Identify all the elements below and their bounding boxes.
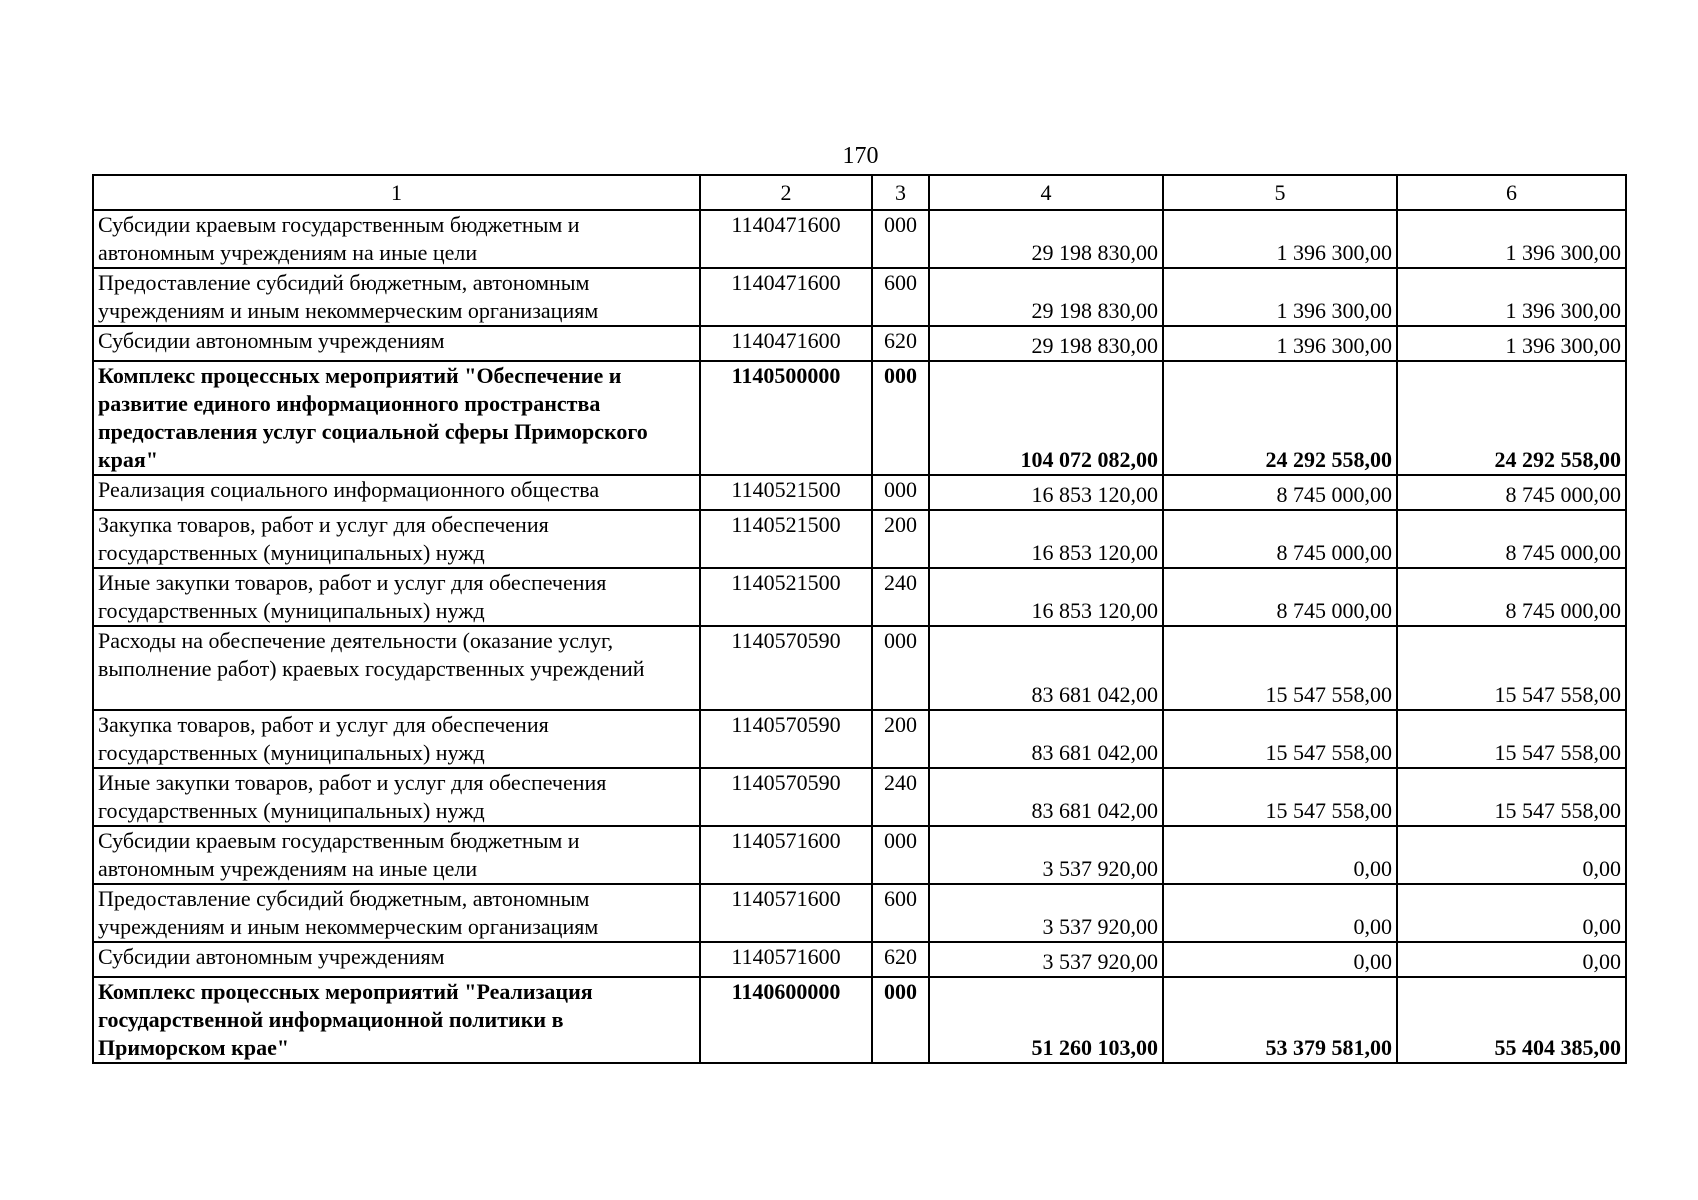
row-amount-col5-cell: 53 379 581,00 [1163,977,1397,1063]
row-code-cell: 1140600000 [700,977,872,1063]
row-expense-type-cell: 600 [872,884,929,942]
row-amount-col4-cell: 16 853 120,00 [929,568,1163,626]
table-row [93,268,1626,326]
table-row [93,510,1626,568]
row-name-cell: Субсидии автономным учреждениям [93,942,700,977]
row-amount-col6-cell: 15 547 558,00 [1397,768,1626,826]
row-expense-type-cell: 620 [872,942,929,977]
row-code-cell: 1140570590 [700,626,872,710]
row-name-cell: Закупка товаров, работ и услуг для обеспечения государственных (муниципальных) нужд [93,710,700,768]
table-row [93,942,1626,977]
row-amount-col4-cell: 29 198 830,00 [929,210,1163,268]
column-header-3: 3 [872,175,929,210]
page-number: 170 [842,143,879,169]
row-name-cell: Субсидии краевым государственным бюджетным и автономным учреждениям на иные цели [93,210,700,268]
row-name-cell: Предоставление субсидий бюджетным, автономным учреждениям и иным некоммерческим организациям [93,268,700,326]
row-name-cell: Закупка товаров, работ и услуг для обеспечения государственных (муниципальных) нужд [93,510,700,568]
row-expense-type-cell: 000 [872,475,929,510]
table-body [93,210,1626,1063]
row-amount-col5-cell: 8 745 000,00 [1163,510,1397,568]
table-row [93,826,1626,884]
table-row [93,884,1626,942]
row-amount-col6-cell: 8 745 000,00 [1397,510,1626,568]
column-header-1: 1 [93,175,700,210]
table-row [93,768,1626,826]
row-code-cell: 1140471600 [700,268,872,326]
row-amount-col4-cell: 16 853 120,00 [929,475,1163,510]
row-name-cell: Реализация социального информационного общества [93,475,700,510]
row-amount-col6-cell: 1 396 300,00 [1397,268,1626,326]
row-amount-col5-cell: 0,00 [1163,942,1397,977]
row-expense-type-cell: 000 [872,826,929,884]
row-expense-type-cell: 600 [872,268,929,326]
row-name-cell: Предоставление субсидий бюджетным, автономным учреждениям и иным некоммерческим организациям [93,884,700,942]
row-expense-type-cell: 240 [872,768,929,826]
row-name-cell: Иные закупки товаров, работ и услуг для обеспечения государственных (муниципальных) нужд [93,768,700,826]
row-code-cell: 1140471600 [700,210,872,268]
column-header-5: 5 [1163,175,1397,210]
row-amount-col5-cell: 15 547 558,00 [1163,626,1397,710]
row-code-cell: 1140571600 [700,826,872,884]
table-row [93,326,1626,361]
column-number-row [93,175,1626,210]
table-row [93,568,1626,626]
row-name-cell: Субсидии автономным учреждениям [93,326,700,361]
row-code-cell: 1140570590 [700,710,872,768]
column-header-6: 6 [1397,175,1626,210]
row-expense-type-cell: 200 [872,710,929,768]
row-amount-col5-cell: 1 396 300,00 [1163,326,1397,361]
row-amount-col5-cell: 0,00 [1163,826,1397,884]
row-code-cell: 1140521500 [700,568,872,626]
row-name-cell: Комплекс процессных мероприятий "Реализация государственной информационной политики в Приморском крае" [93,977,700,1063]
row-expense-type-cell: 000 [872,210,929,268]
table-row [93,475,1626,510]
row-amount-col6-cell: 1 396 300,00 [1397,326,1626,361]
row-amount-col6-cell: 24 292 558,00 [1397,361,1626,475]
row-amount-col6-cell: 15 547 558,00 [1397,710,1626,768]
row-amount-col5-cell: 8 745 000,00 [1163,568,1397,626]
row-amount-col6-cell: 55 404 385,00 [1397,977,1626,1063]
row-amount-col5-cell: 0,00 [1163,884,1397,942]
row-name-cell: Расходы на обеспечение деятельности (оказание услуг, выполнение работ) краевых государственных учреждений [93,626,700,710]
column-header-2: 2 [700,175,872,210]
row-code-cell: 1140521500 [700,475,872,510]
table-row [93,710,1626,768]
row-amount-col4-cell: 51 260 103,00 [929,977,1163,1063]
row-amount-col4-cell: 83 681 042,00 [929,710,1163,768]
row-amount-col4-cell: 29 198 830,00 [929,268,1163,326]
row-expense-type-cell: 000 [872,977,929,1063]
row-code-cell: 1140571600 [700,884,872,942]
table-row [93,626,1626,710]
row-amount-col4-cell: 16 853 120,00 [929,510,1163,568]
column-header-4: 4 [929,175,1163,210]
row-amount-col5-cell: 1 396 300,00 [1163,268,1397,326]
row-name-cell: Комплекс процессных мероприятий "Обеспечение и развитие единого информационного пространства предоставления услуг социальной сферы Приморского края" [93,361,700,475]
budget-table [92,174,1627,1064]
row-amount-col6-cell: 0,00 [1397,884,1626,942]
row-amount-col5-cell: 1 396 300,00 [1163,210,1397,268]
row-amount-col4-cell: 104 072 082,00 [929,361,1163,475]
row-amount-col6-cell: 8 745 000,00 [1397,568,1626,626]
row-amount-col6-cell: 0,00 [1397,942,1626,977]
row-amount-col4-cell: 29 198 830,00 [929,326,1163,361]
row-amount-col4-cell: 3 537 920,00 [929,884,1163,942]
row-name-cell: Субсидии краевым государственным бюджетным и автономным учреждениям на иные цели [93,826,700,884]
row-amount-col4-cell: 3 537 920,00 [929,942,1163,977]
row-code-cell: 1140521500 [700,510,872,568]
row-amount-col5-cell: 24 292 558,00 [1163,361,1397,475]
table-row [93,210,1626,268]
row-amount-col4-cell: 83 681 042,00 [929,626,1163,710]
row-amount-col5-cell: 15 547 558,00 [1163,710,1397,768]
row-amount-col4-cell: 83 681 042,00 [929,768,1163,826]
row-amount-col4-cell: 3 537 920,00 [929,826,1163,884]
row-amount-col5-cell: 8 745 000,00 [1163,475,1397,510]
row-code-cell: 1140570590 [700,768,872,826]
row-amount-col6-cell: 15 547 558,00 [1397,626,1626,710]
row-expense-type-cell: 000 [872,361,929,475]
row-expense-type-cell: 200 [872,510,929,568]
table-row [93,977,1626,1063]
row-amount-col6-cell: 1 396 300,00 [1397,210,1626,268]
row-code-cell: 1140500000 [700,361,872,475]
row-code-cell: 1140571600 [700,942,872,977]
row-code-cell: 1140471600 [700,326,872,361]
row-expense-type-cell: 620 [872,326,929,361]
row-amount-col5-cell: 15 547 558,00 [1163,768,1397,826]
row-expense-type-cell: 240 [872,568,929,626]
table-row [93,361,1626,475]
row-name-cell: Иные закупки товаров, работ и услуг для обеспечения государственных (муниципальных) нужд [93,568,700,626]
row-expense-type-cell: 000 [872,626,929,710]
row-amount-col6-cell: 8 745 000,00 [1397,475,1626,510]
row-amount-col6-cell: 0,00 [1397,826,1626,884]
